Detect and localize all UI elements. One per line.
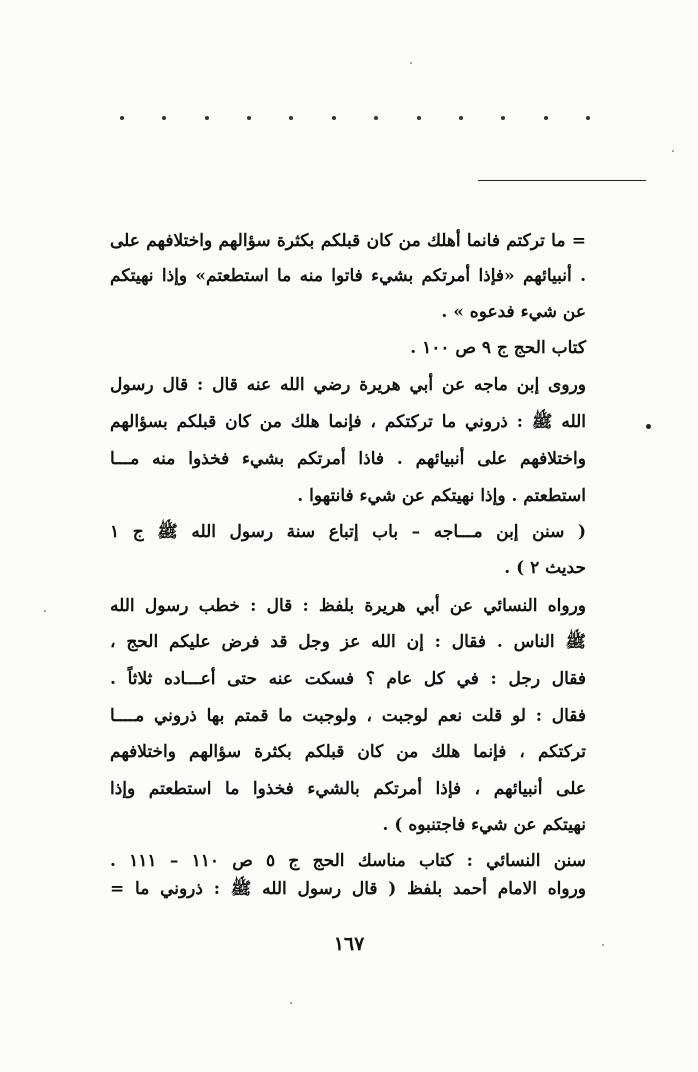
dot — [417, 116, 421, 120]
paper-speck — [672, 150, 674, 152]
dot — [586, 116, 590, 120]
dot — [544, 116, 548, 120]
footnote-separator — [478, 180, 646, 181]
text-line-18: سنن النسائي : كتاب مناسك الحج ج ٥ ص ١١٠ – ١١١ . — [110, 851, 587, 871]
text-line-9: ( سنن إبن مـــاجه – باب إتباع سنة رسول الله ﷺ ج ١ — [110, 522, 586, 542]
dot — [332, 116, 336, 120]
dot — [247, 116, 251, 120]
dot — [162, 116, 166, 120]
text-line-5: وروى إبن ماجه عن أبي هريرة رضي الله عنه قال : قال رسول — [110, 375, 586, 395]
text-line-12: ﷺ الناس . فقال : إن الله عز وجل قد فرض عليكم الحج ، — [110, 632, 586, 652]
paper-speck — [290, 1002, 292, 1004]
page-number: ١٦٧ — [333, 933, 365, 955]
text-line-14: فقال : لو قلت نعم لوجبت ، ولوجبت ما قمتم بها ذروني مــــا — [110, 706, 586, 726]
header-dots — [120, 116, 590, 128]
text-line-13: فقال رجل : في كل عام ؟ فسكت عنه حتى أعـــاده ثلاثاً . — [110, 669, 586, 689]
dot — [501, 116, 505, 120]
text-line-8: استطعتم . وإذا نهيتكم عن شيء فانتهوا . — [297, 486, 586, 506]
text-line-17: نهيتكم عن شيء فاجتنبوه ) . — [382, 815, 586, 835]
margin-mark — [646, 424, 651, 429]
text-line-4: كتاب الحج ج ٩ ص ١٠٠ . — [410, 338, 586, 358]
text-line-19: ورواه الامام أحمد بلفظ ( قال رسول الله ﷺ : ذروني ما = — [110, 879, 586, 899]
text-line-16: على أنبيائهم ، فإذا أمرتكم بالشيء فخذوا ما استطعتم وإذا — [110, 779, 586, 799]
text-line-15: تركتكم ، فإنما هلك من كان قبلكم بكثرة سؤالهم واختلافهم — [110, 742, 586, 762]
dot — [459, 116, 463, 120]
dot — [374, 116, 378, 120]
text-line-6: الله ﷺ : ذروني ما تركتكم ، فإنما هلك من كان قبلكم بسؤالهم — [110, 412, 586, 432]
text-line-2: . أنبيائهم «فإذا أمرتكم بشيء فاتوا منه ما استطعتم» وإذا نهيتكم — [110, 266, 586, 286]
text-line-1: = ما تركتم فانما أهلك من كان قبلكم بكثرة سؤالهم واختلافهم على — [110, 231, 586, 251]
paper-speck — [602, 944, 604, 946]
text-line-3: عن شيء فدعوه » . — [441, 302, 586, 322]
dot — [205, 116, 209, 120]
paper-speck — [44, 610, 46, 612]
text-line-7: واختلافهم على أنبيائهم . فاذا أمرتكم بشيء فخذوا منه مـــا — [110, 449, 586, 469]
dot — [289, 116, 293, 120]
text-line-11: ورواه النسائي عن أبي هريرة بلفظ : قال : خطب رسول الله — [110, 596, 586, 616]
paper-speck — [410, 62, 412, 64]
text-line-10: حديث ٢ ) . — [504, 558, 586, 578]
dot — [120, 116, 124, 120]
